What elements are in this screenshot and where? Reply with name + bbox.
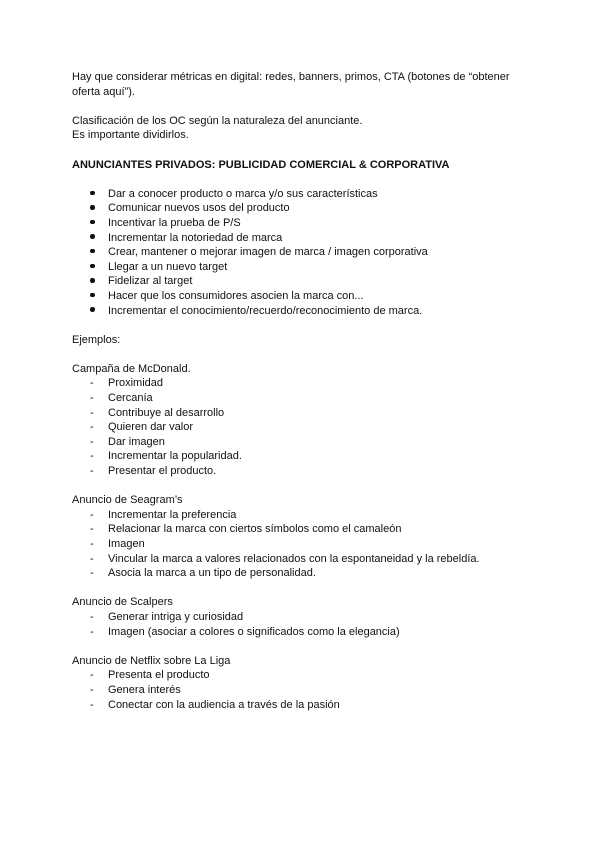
dash-marker: - [90, 698, 94, 711]
examples-label: Ejemplos: [72, 333, 121, 346]
example-list-seagrams [72, 508, 532, 581]
bullet-text: Crear, mantener o mejorar imagen de marca / imagen corporativa [108, 246, 428, 259]
list-item [72, 435, 532, 450]
list-item-text: Presentar el producto. [108, 465, 217, 478]
bullet-item [72, 245, 532, 260]
intro-classification-line: Clasificación de los OC según la naturaleza del anunciante. [72, 114, 363, 127]
list-item [72, 508, 532, 523]
list-item-text: Conectar con la audiencia a través de la pasión [108, 698, 340, 711]
dash-marker: - [90, 377, 94, 390]
list-item-text: Quieren dar valor [108, 421, 193, 434]
bullet-item [72, 201, 532, 216]
list-item-text: Presenta el producto [108, 669, 210, 682]
dash-marker: - [90, 392, 94, 405]
bullet-item [72, 231, 532, 246]
dash-marker: - [90, 538, 94, 550]
dash-marker: - [90, 435, 94, 448]
bullet-dot-icon [90, 245, 102, 260]
example-title-scalpers: Anuncio de Scalpers [72, 596, 173, 609]
dash-marker: - [90, 450, 94, 463]
bullet-text: Incrementar la notoriedad de marca [108, 231, 283, 244]
bullet-text: Incentivar la prueba de P/S [108, 216, 241, 229]
list-item [72, 552, 532, 567]
dash-marker: - [90, 625, 94, 638]
bullet-dot-icon [90, 289, 102, 304]
spacer [72, 479, 532, 494]
document-page [72, 70, 532, 712]
list-item-text: Vincular la marca a valores relacionados con la espontaneidad y la rebeldía. [108, 552, 480, 565]
bullet-text: Comunicar nuevos usos del producto [108, 202, 290, 215]
list-item [72, 698, 532, 713]
list-item [72, 668, 532, 683]
intro-importance-line: Es importante dividirlos. [72, 129, 189, 142]
list-item [72, 406, 532, 421]
list-item-text: Genera interés [108, 683, 181, 696]
spacer [72, 347, 532, 362]
bullet-text: Llegar a un nuevo target [108, 260, 228, 273]
dash-marker: - [90, 552, 94, 565]
spacer [72, 99, 532, 114]
dash-marker: - [90, 669, 94, 682]
list-item-text: Dar imagen [108, 435, 165, 448]
list-item [72, 610, 532, 625]
list-item-text: Asocia la marca a un tipo de personalidad. [108, 567, 316, 580]
spacer [72, 581, 532, 596]
list-item [72, 566, 532, 581]
list-item [72, 391, 532, 406]
list-item [72, 522, 532, 537]
spacer [72, 639, 532, 654]
list-item [72, 537, 532, 552]
intro-metrics-paragraph: Hay que considerar métricas en digital: redes, banners, primos, CTA (botones de “obtener oferta aquí”). [72, 71, 510, 98]
dash-marker: - [90, 567, 94, 580]
list-item-text: Contribuye al desarrollo [108, 406, 225, 419]
list-item [72, 683, 532, 698]
bullet-dot-icon [90, 304, 102, 319]
dash-marker: - [90, 406, 94, 419]
list-item [72, 464, 532, 479]
list-item-text: Generar intriga y curiosidad [108, 610, 244, 623]
bullet-dot-icon [90, 187, 102, 202]
dash-marker: - [90, 683, 94, 696]
bullet-item [72, 216, 532, 231]
example-title-mcdonald: Campaña de McDonald. [72, 362, 191, 375]
dash-marker: - [90, 421, 94, 434]
bullet-text: Hacer que los consumidores asocien la marca con... [108, 289, 364, 302]
bullet-text: Fidelizar al target [108, 275, 193, 288]
bullet-text: Dar a conocer producto o marca y/o sus características [108, 187, 378, 200]
bullet-dot-icon [90, 274, 102, 289]
list-item-text: Relacionar la marca con ciertos símbolos como el camaleón [108, 523, 402, 536]
list-item-text: Proximidad [108, 377, 164, 390]
dash-marker: - [90, 508, 94, 521]
list-item [72, 420, 532, 435]
example-list-mcdonald [72, 376, 532, 478]
bullet-item [72, 274, 532, 289]
bullet-item [72, 187, 532, 202]
example-title-seagrams: Anuncio de Seagram’s [72, 494, 183, 507]
dash-marker: - [90, 465, 94, 478]
example-title-netflix: Anuncio de Netflix sobre La Liga [72, 654, 231, 667]
dash-marker: - [90, 523, 94, 536]
spacer [72, 143, 532, 158]
list-item-text: Cercanía [108, 392, 153, 405]
bullet-dot-icon [90, 216, 102, 231]
dash-marker: - [90, 610, 94, 623]
bullet-item [72, 304, 532, 319]
spacer [72, 172, 532, 187]
list-item-text: Incrementar la preferencia [108, 508, 237, 521]
example-list-scalpers [72, 610, 532, 639]
list-item-text: Incrementar la popularidad. [108, 450, 242, 463]
list-item-text: Imagen [108, 538, 145, 550]
section-heading: ANUNCIANTES PRIVADOS: PUBLICIDAD COMERCIAL & CORPORATIVA [72, 158, 450, 171]
bullet-text: Incrementar el conocimiento/recuerdo/reconocimiento de marca. [108, 304, 423, 317]
example-list-netflix [72, 668, 532, 712]
bullet-dot-icon [90, 231, 102, 246]
bullet-item [72, 260, 532, 275]
bullet-item [72, 289, 532, 304]
list-item [72, 376, 532, 391]
bullet-dot-icon [90, 260, 102, 275]
list-item-text: Imagen (asociar a colores o significados como la elegancia) [108, 625, 400, 638]
list-item [72, 449, 532, 464]
spacer [72, 318, 532, 333]
bullet-dot-icon [90, 201, 102, 216]
objectives-bullet-list [72, 187, 532, 318]
list-item [72, 625, 532, 640]
